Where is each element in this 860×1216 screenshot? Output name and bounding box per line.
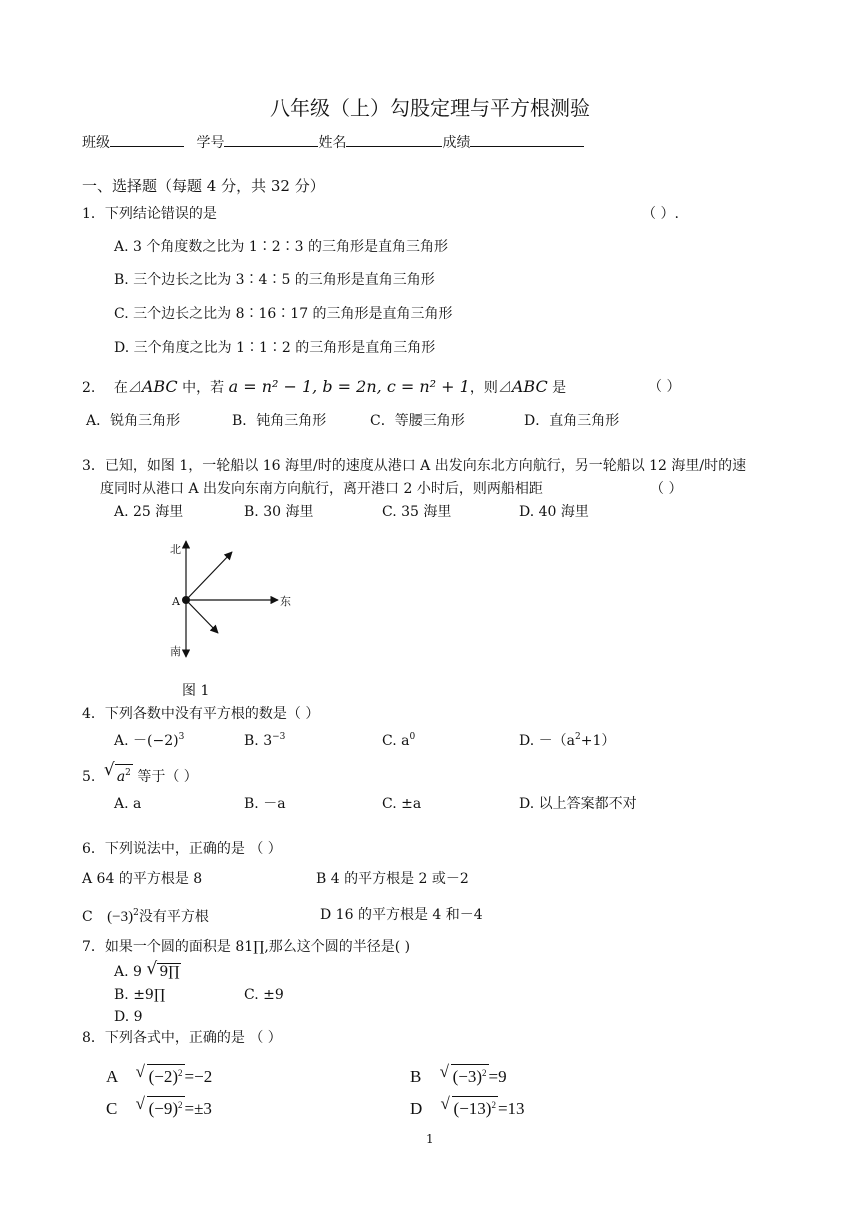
score-blank[interactable] [470,132,584,147]
q4-a-text: A. －(−2) [114,733,179,749]
q8-d-exponent: 2 [491,1100,496,1110]
q4-c-exponent: 0 [409,732,416,742]
q8-b-exponent: 2 [482,1068,487,1078]
southeast-course-arrow [186,600,218,633]
q6-c-expression: (−3) [107,909,134,925]
question-2-triangle: ABC [141,377,178,396]
q5-radicand: a [116,769,126,785]
question-4-option-d [519,728,615,750]
question-5-option-d: D. 以上答案都不对 [519,796,637,812]
question-2-pre: 在⊿ [113,380,142,396]
question-2-option-d: D．直角三角形 [524,413,620,429]
class-label: 班级 [82,135,110,151]
east-label: 东 [280,595,291,608]
question-7-option-d: D. 9 [114,1009,143,1025]
question-8-option-d [410,1096,525,1120]
question-2-stem [82,378,566,397]
figure-1-compass-diagram [160,535,300,665]
question-4-option-b [244,728,285,750]
q8-d-radical [441,1096,498,1120]
q8-c-label: C [106,1099,118,1118]
page-title: 八年级（上）勾股定理与平方根测验 [270,96,590,120]
q6-c-exponent: 2 [133,908,139,918]
question-7-option-a [114,963,181,981]
question-5-option-c: C. ±a [382,796,422,812]
q4-d-exponent: 2 [574,732,581,742]
question-5-stem [82,764,198,786]
question-1-stem: 1．下列结论错误的是 [82,206,217,222]
q8-c-radicand: (−9) [148,1099,179,1118]
question-2-post: ，则⊿ [469,380,512,396]
port-a-label: A [172,595,180,608]
q8-a-radicand: (−2) [148,1067,179,1086]
question-8-option-a [106,1064,212,1088]
q6-c-text: 没有平方根 [138,909,209,925]
question-3-answer-paren: （ ） [650,481,683,497]
northeast-course-arrow [186,552,232,600]
student-id-label: 学号 [196,135,225,151]
q8-c-result: =±3 [184,1099,212,1118]
question-3-option-d: D. 40 海里 [519,504,589,520]
question-4-option-a [114,728,184,750]
question-3-line-1: 3．已知，如图 1，一轮船以 16 海里/时的速度从港口 A 出发向东北方向航行，另一轮船以 12 海里/时的速 [82,458,747,474]
student-info-row [82,132,584,152]
score-label: 成绩 [442,135,471,151]
question-7-option-c: C. ±9 [244,987,284,1003]
north-label: 北 [170,543,181,556]
question-2-triangle-2: ABC [511,377,548,396]
q8-c-exponent: 2 [178,1100,183,1110]
name-label: 姓名 [318,135,347,151]
question-2-formula: a = n² − 1, b = 2n, c = n² + 1 [228,377,470,396]
q8-b-radical [440,1064,489,1088]
question-6-option-a: A 64 的平方根是 8 [82,871,203,887]
q8-a-result: =−2 [184,1067,213,1086]
question-3-option-a: A. 25 海里 [114,504,184,520]
page-number: 1 [426,1132,434,1146]
q8-d-result: =13 [497,1099,525,1118]
class-blank[interactable] [110,132,184,147]
south-label: 南 [170,645,181,658]
name-blank[interactable] [346,132,442,147]
question-5-radical [104,764,133,786]
question-6-stem: 6．下列说法中，正确的是 （ ） [82,841,282,857]
question-5-number: 5. [82,769,96,785]
question-3-line-2: 度同时从港口 A 出发向东南方向航行，离开港口 2 小时后，则两船相距 [100,481,543,497]
q7-a-radicand: 9∏ [159,964,180,980]
question-8-stem: 8．下列各式中，正确的是 （ ） [82,1030,282,1046]
q6-c-label: C [82,909,93,925]
q7-a-radical [146,963,181,981]
question-7-stem: 7．如果一个圆的面积是 81∏,那么这个圆的半径是( ) [82,939,411,955]
q8-b-radicand: (−3) [452,1067,483,1086]
question-1-option-c: C. 三个边长之比为 8∶16∶17 的三角形是直角三角形 [114,306,453,322]
q4-b-exponent: −3 [272,732,286,742]
q8-d-label: D [410,1099,423,1118]
question-5-text: 等于（ ） [132,769,198,785]
question-6-option-d: D 16 的平方根是 4 和－4 [320,907,483,923]
question-2-option-b: B．钝角三角形 [232,413,327,429]
student-id-blank[interactable] [224,132,318,147]
q4-d-text: D. －（a [519,733,575,749]
question-5-option-b: B. －a [244,796,286,812]
q8-a-radical [136,1064,185,1088]
question-6-option-c [82,904,209,928]
q8-b-result: =9 [488,1067,507,1086]
q8-d-radicand: (−13) [453,1099,492,1118]
question-3-option-b: B. 30 海里 [244,504,314,520]
q8-a-exponent: 2 [178,1068,183,1078]
q8-b-label: B [410,1067,422,1086]
question-2-option-a: A．锐角三角形 [86,413,181,429]
q4-a-exponent: 3 [178,732,185,742]
question-2-answer-paren: （ ） [648,379,681,395]
question-1-option-a: A. 3 个角度数之比为 1∶2∶3 的三角形是直角三角形 [114,239,448,255]
question-2-number: 2. [82,380,96,396]
figure-1-caption: 图 1 [182,683,210,699]
q7-a-label: A. 9 [114,964,142,980]
section-heading: 一、选择题（每题 4 分，共 32 分） [82,177,325,195]
question-5-option-a: A. a [114,796,142,812]
question-4-option-c [382,728,415,750]
q4-b-text: B. 3 [244,733,273,749]
question-1-option-d: D. 三个角度之比为 1∶1∶2 的三角形是直角三角形 [114,340,436,356]
question-7-option-b: B. ±9∏ [114,987,165,1003]
question-4-stem: 4．下列各数中没有平方根的数是（ ） [82,706,320,722]
q4-c-text: C. a [382,733,410,749]
question-2-mid: 中，若 [177,380,229,396]
question-8-option-c [106,1096,212,1120]
port-a-point [182,596,190,604]
question-2-tail: 是 [547,380,567,396]
question-2-option-c: C．等腰三角形 [370,413,465,429]
q8-a-label: A [106,1067,118,1086]
question-8-option-b [410,1064,507,1088]
q8-c-radical [136,1096,185,1120]
q5-radicand-exponent: 2 [125,768,131,778]
question-1-option-b: B. 三个边长之比为 3∶4∶5 的三角形是直角三角形 [114,272,435,288]
question-6-option-b: B 4 的平方根是 2 或－2 [316,871,469,887]
question-3-option-c: C. 35 海里 [382,504,452,520]
q4-d-text-2: +1） [580,733,616,749]
question-1-answer-paren: （ ）. [642,206,679,222]
